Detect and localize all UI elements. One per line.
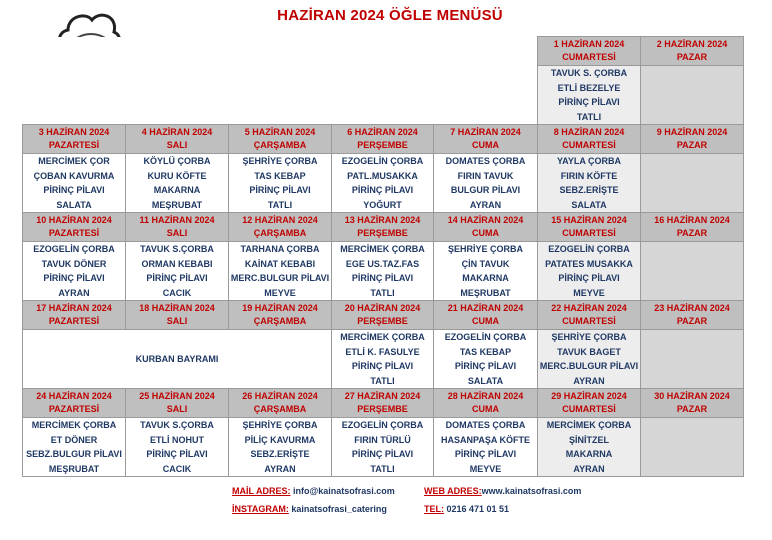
menu-item: ÇİN TAVUK [461,258,510,269]
date-label: 3 HAZİRAN 2024 [38,127,110,137]
menu-item: TATLI [267,199,293,210]
date-label: 17 HAZİRAN 2024 [36,303,112,313]
menu-item: PİRİNÇ PİLAVI [351,449,414,459]
date-header [434,389,538,418]
week-2-menu-row [23,242,744,301]
tel-value: 0216 471 01 51 [444,504,510,514]
web-label: WEB ADRES: [424,486,482,496]
day-label: ÇARŞAMBA [253,316,307,326]
week-1-header-row [23,125,744,154]
instagram-label: İNSTAGRAM: [232,504,289,514]
menu-item: MEYVE [573,287,605,298]
menu-item: MERCİMEK ÇORBA [340,244,425,254]
date-label: 27 HAZİRAN 2024 [344,391,421,401]
menu-item: TAVUK DÖNER [41,258,107,269]
day-label: PAZAR [676,140,708,150]
menu-cell [23,418,126,477]
day-label: CUMARTESİ [562,316,616,326]
menu-cell-empty [641,418,744,477]
menu-item: EZOGELİN ÇORBA [341,156,424,166]
menu-cell-empty [641,66,744,125]
menu-item: TAVUK S.ÇORBA [140,420,214,430]
day-label: CUMA [472,140,499,150]
menu-item: PİRİNÇ PİLAVI [558,97,620,107]
menu-item: YOĞURT [363,199,402,210]
week-0-header-row [23,37,744,66]
menu-cell [229,154,332,213]
date-label: 14 HAZİRAN 2024 [447,215,524,225]
date-label: 1 HAZİRAN 2024 [553,39,625,49]
mail-contact [232,486,395,496]
menu-cell-empty [641,154,744,213]
menu-item: SALATA [56,199,92,210]
menu-item: MEYVE [264,287,296,298]
date-label: 22 HAZİRAN 2024 [551,303,627,313]
menu-item: MERCİMEK ÇORBA [31,420,117,430]
empty-area [23,37,538,125]
menu-item: ETLİ NOHUT [150,434,204,445]
menu-item: SEBZ.BULGUR PİLAVI [26,449,122,459]
date-header [23,213,126,242]
menu-item: CACIK [162,463,192,474]
day-label: CUMA [472,316,499,326]
menu-item: TAS KEBAP [254,170,306,181]
menu-calendar [22,36,744,477]
menu-item: MEŞRUBAT [460,287,511,298]
menu-item: TAVUK BAGET [557,346,621,357]
day-label: PAZARTESİ [48,316,100,326]
menu-cell [434,242,538,301]
menu-item: CACIK [162,287,192,298]
date-header [538,125,641,154]
menu-cell-empty [641,330,744,389]
menu-cell [126,418,229,477]
menu-item: ÇOBAN KAVURMA [33,170,115,181]
menu-cell [332,154,434,213]
tel-contact [424,504,509,514]
holiday-banner: KURBAN BAYRAMI [23,330,332,389]
menu-item: PATL.MUSAKKA [347,170,418,181]
menu-item: MAKARNA [462,273,509,283]
date-label: 28 HAZİRAN 2024 [447,391,524,401]
menu-item: MERC.BULGUR PİLAVI [539,361,639,371]
date-label: 25 HAZİRAN 2024 [139,391,215,401]
day-label: PERŞEMBE [357,140,408,150]
menu-item: PİRİNÇ PİLAVI [454,449,517,459]
date-header [538,301,641,330]
day-label: PAZARTESİ [48,404,100,414]
menu-item: PİRİNÇ PİLAVI [351,361,414,371]
date-header [229,389,332,418]
date-label: 24 HAZİRAN 2024 [36,391,112,401]
menu-item: PİRİNÇ PİLAVI [43,273,105,283]
menu-item: ETLİ K. FASULYE [345,346,420,357]
menu-item: PİRİNÇ PİLAVI [249,185,311,195]
menu-item: TATLI [576,111,602,122]
day-label: PAZAR [676,316,708,326]
menu-item: ORMAN KEBABI [141,258,213,269]
date-label: 23 HAZİRAN 2024 [654,303,730,313]
instagram-link[interactable]: kainatsofrasi_catering [288,504,387,514]
week-2-header-row [23,213,744,242]
menu-item: SALATA [571,199,607,210]
date-label: 16 HAZİRAN 2024 [654,215,730,225]
menu-item: PİRİNÇ PİLAVI [351,273,414,283]
menu-item: MEŞRUBAT [48,463,100,474]
menu-item: PİRİNÇ PİLAVI [146,273,208,283]
menu-item: ET DÖNER [50,434,98,445]
menu-cell [434,154,538,213]
day-label: CUMA [472,404,499,414]
day-label: SALI [166,316,188,326]
week-3-header-row [23,301,744,330]
menu-item: TAVUK S. ÇORBA [550,68,628,78]
menu-item: ŞİNİTZEL [569,434,609,445]
menu-item: FIRIN TAVUK [457,170,514,181]
menu-item: TAVUK S.ÇORBA [140,244,214,254]
date-label: 6 HAZİRAN 2024 [347,127,418,137]
week-1-menu-row [23,154,744,213]
day-label: PERŞEMBE [357,228,408,238]
menu-item: PATATES MUSAKKA [545,258,633,269]
date-header [538,37,641,66]
day-label: PERŞEMBE [357,404,408,414]
menu-item: MERCİMEK ÇORBA [546,420,632,430]
day-label: PERŞEMBE [357,316,408,326]
date-header [126,389,229,418]
instagram-contact [232,504,387,514]
menu-item: TAS KEBAP [459,346,512,357]
date-header [23,389,126,418]
menu-item: ŞEHRİYE ÇORBA [242,420,318,430]
date-label: 26 HAZİRAN 2024 [242,391,318,401]
web-link[interactable]: www.kainatsofrasi.com [481,486,582,496]
menu-cell [332,418,434,477]
date-header [332,213,434,242]
date-header [434,301,538,330]
menu-cell [538,242,641,301]
menu-item: MERCİMEK ÇOR [38,156,110,166]
date-label: 9 HAZİRAN 2024 [656,127,728,137]
menu-cell [538,154,641,213]
date-header [538,213,641,242]
day-label: SALI [166,140,188,150]
day-label: CUMARTESİ [562,140,616,150]
date-label: 21 HAZİRAN 2024 [447,303,524,313]
date-header [229,213,332,242]
date-label: 30 HAZİRAN 2024 [654,391,730,401]
menu-cell [538,418,641,477]
date-header [229,301,332,330]
day-label: PAZAR [676,52,708,62]
menu-item: MEŞRUBAT [151,199,203,210]
date-header [23,125,126,154]
menu-cell [434,330,538,389]
menu-cell [332,242,434,301]
menu-item: PİRİNÇ PİLAVI [351,185,414,195]
menu-item: PİRİNÇ PİLAVI [558,273,620,283]
menu-cell [126,154,229,213]
menu-item: MEYVE [469,463,502,474]
menu-item: SEBZ.ERİŞTE [559,185,619,195]
day-label: ÇARŞAMBA [253,404,307,414]
date-label: 10 HAZİRAN 2024 [36,215,112,225]
menu-item: YAYLA ÇORBA [556,156,621,166]
menu-item: DOMATES ÇORBA [445,420,526,430]
mail-link[interactable]: info@kainatsofrasi.com [290,486,395,496]
menu-title: HAZİRAN 2024 ÖĞLE MENÜSÜ [277,7,503,24]
date-header [23,301,126,330]
menu-item: TATLI [370,375,395,386]
date-header [126,213,229,242]
menu-item: ETLİ BEZELYE [557,82,621,93]
day-label: PAZARTESİ [48,140,100,150]
menu-item: FIRIN KÖFTE [560,170,618,181]
date-header [641,301,744,330]
menu-item: TARHANA ÇORBA [240,244,320,254]
date-label: 8 HAZİRAN 2024 [553,127,625,137]
week-4-menu-row [23,418,744,477]
date-header [332,125,434,154]
date-label: 19 HAZİRAN 2024 [242,303,318,313]
menu-item: BULGUR PİLAVI [450,185,521,195]
date-label: 15 HAZİRAN 2024 [551,215,627,225]
menu-item: MERCİMEK ÇORBA [340,332,425,342]
mail-label: MAİL ADRES: [232,486,291,496]
date-label: 4 HAZİRAN 2024 [141,127,213,137]
menu-item: AYRAN [573,463,605,474]
menu-cell [23,242,126,301]
date-header [641,37,744,66]
date-label: 11 HAZİRAN 2024 [139,215,215,225]
day-label: SALI [166,404,188,414]
menu-item: ŞEHRİYE ÇORBA [242,156,318,166]
menu-item: EZOGELİN ÇORBA [548,244,630,254]
date-label: 12 HAZİRAN 2024 [242,215,318,225]
web-contact [424,486,581,496]
tel-label: TEL: [424,504,444,514]
date-label: 18 HAZİRAN 2024 [139,303,215,313]
menu-cell [229,242,332,301]
menu-item: AYRAN [264,463,296,474]
menu-item: MAKARNA [565,449,613,459]
menu-item: TATLI [370,287,395,298]
menu-item: PİRİNÇ PİLAVI [43,185,105,195]
menu-item: KÖYLÜ ÇORBA [143,156,211,166]
menu-item: KURU KÖFTE [147,170,207,181]
menu-item: TATLI [370,463,395,474]
date-header [538,389,641,418]
menu-item: ŞEHRİYE ÇORBA [447,244,523,254]
menu-item: ŞEHRİYE ÇORBA [551,332,627,342]
date-header [641,389,744,418]
menu-cell-empty [641,242,744,301]
date-header [229,125,332,154]
menu-cell [538,330,641,389]
date-label: 5 HAZİRAN 2024 [244,127,316,137]
date-label: 2 HAZİRAN 2024 [656,39,728,49]
menu-item: KAİNAT KEBABI [244,258,316,269]
menu-item: PİRİNÇ PİLAVI [146,449,208,459]
week-3-menu-row [23,330,744,389]
day-label: CUMARTESİ [562,404,616,414]
menu-item: SALATA [467,375,504,386]
day-label: ÇARŞAMBA [253,140,307,150]
menu-item: PİRİNÇ PİLAVI [454,361,517,371]
day-label: PAZAR [676,228,708,238]
date-label: 7 HAZİRAN 2024 [450,127,521,137]
menu-item: EZOGELİN ÇORBA [33,244,115,254]
day-label: CUMA [472,228,499,238]
menu-item: EZOGELİN ÇORBA [444,332,527,342]
date-header [434,213,538,242]
day-label: SALI [166,228,188,238]
menu-item: EZOGELİN ÇORBA [341,420,424,430]
menu-item: AYRAN [469,199,502,210]
date-header [126,301,229,330]
date-header [434,125,538,154]
day-label: CUMARTESİ [562,52,616,62]
day-label: PAZAR [676,404,708,414]
menu-item: AYRAN [573,375,605,386]
menu-item: MAKARNA [153,185,201,195]
menu-cell [126,242,229,301]
menu-cell [434,418,538,477]
menu-item: FIRIN TÜRLÜ [354,434,411,445]
menu-cell [229,418,332,477]
date-header [126,125,229,154]
date-header [332,389,434,418]
date-header [641,125,744,154]
day-label: ÇARŞAMBA [253,228,307,238]
menu-item: HASANPAŞA KÖFTE [440,434,530,445]
menu-item: EGE US.TAZ.FAS [345,258,420,269]
date-header [332,301,434,330]
week-4-header-row [23,389,744,418]
menu-item: DOMATES ÇORBA [445,156,526,166]
day-label: CUMARTESİ [562,228,616,238]
day-label: PAZARTESİ [48,228,100,238]
menu-cell [332,330,434,389]
menu-item: AYRAN [58,287,90,298]
date-label: 20 HAZİRAN 2024 [344,303,421,313]
menu-cell [538,66,641,125]
date-header [641,213,744,242]
menu-item: SEBZ.ERİŞTE [250,449,310,459]
date-label: 13 HAZİRAN 2024 [344,215,421,225]
menu-item: MERC.BULGUR PİLAVI [230,273,330,283]
menu-item: PİLİÇ KAVURMA [244,434,316,445]
date-label: 29 HAZİRAN 2024 [551,391,627,401]
menu-cell [23,154,126,213]
